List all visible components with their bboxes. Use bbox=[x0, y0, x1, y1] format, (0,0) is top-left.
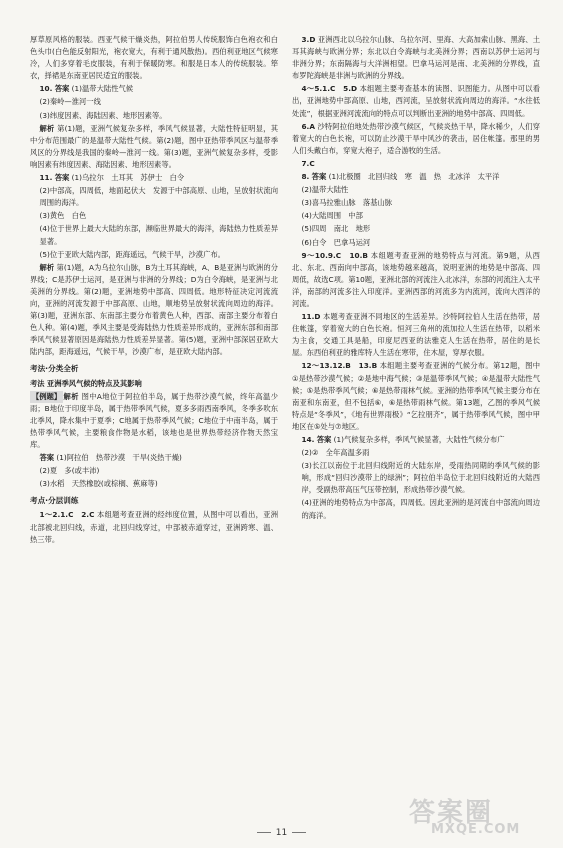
explanation-line: 海峡是非洲与欧洲的分界线。 bbox=[313, 71, 409, 81]
answer-label: 答案 bbox=[316, 435, 332, 444]
q10-answer bbox=[30, 83, 278, 95]
explanation-line: 本组题主要考查基本的读图、识图 bbox=[359, 84, 473, 94]
q1-2-explanation bbox=[30, 509, 278, 545]
explanation-line: 本组题考查亚洲的经纬度位置， bbox=[97, 510, 203, 520]
answer-line: 海陆热力性质差异显著。 bbox=[39, 224, 278, 246]
answer-text: (2)温带大陆性 bbox=[301, 185, 349, 195]
question-number: 11.D bbox=[301, 312, 321, 322]
explanation-line: 加索山脉、黑海、土耳其海峡与欧洲分界；东北以白令海峡 bbox=[292, 35, 540, 57]
question-number: 12～13.12.B 13.B bbox=[301, 361, 378, 371]
explanation-line: 色人种，西部、南部主要分布着白色人种。第(4)题，季风 bbox=[30, 311, 278, 333]
explanation-line: 能力。从图中可以看出，亚洲地势中部高原、山地，西河 bbox=[292, 84, 540, 106]
explanation-line: 季风气候特点是“冬季风”，《地有世界雨极》“乞拉朋齐”， bbox=[292, 397, 540, 419]
section-heading: 考法·分类全析 bbox=[30, 364, 79, 374]
answer-line: (4)位于世界上最大大陆的东部，濒临世界最大的海洋， bbox=[39, 224, 220, 234]
explanation-line: 于夏季；C地属于热带季风气候；C地位于中南半岛，属 bbox=[89, 415, 271, 425]
intro-line: 厚草原风格的服装。西亚气候干燥炎热，阿拉伯男人传统 bbox=[30, 35, 219, 44]
explanation-label: 解析 bbox=[39, 123, 55, 133]
explanation-label: 解析 bbox=[63, 391, 79, 401]
watermark-text: 答案圈 bbox=[409, 798, 494, 828]
explanation-line: 洋，南部的河流多注入印度洋。亚洲西部的河流多为内流河， bbox=[292, 286, 496, 296]
explanation-line: 是亚欧大陆内部。 bbox=[168, 347, 228, 357]
q3-explanation bbox=[292, 34, 540, 82]
left-column bbox=[30, 34, 278, 824]
method-heading bbox=[30, 378, 278, 390]
explanation-line: 于热带季风气候，主要粮食作物是水稻，该地也是世界热带 bbox=[30, 415, 278, 437]
explanation-line: 穿过，中部被赤道穿过，亚洲跨寒、温、热三带。 bbox=[30, 522, 278, 544]
answer-text: (6)白令 巴拿马运河 bbox=[301, 237, 371, 247]
explanation-line: 是我国的秦岭—淮河一线。第(3)题，亚洲气候复杂多样，受 bbox=[74, 147, 271, 157]
q4-5-explanation bbox=[292, 83, 540, 119]
explanation-line: 属于热带季风气候，图中甲地区在⑤处与⑦地区。 bbox=[292, 409, 540, 431]
explanation-line: 流，呈放射状流向周边的海洋。“水往低处流”，根据亚洲 bbox=[292, 96, 540, 118]
answer-text: 洋 bbox=[492, 172, 500, 182]
answer-text: (2)夏 多(或丰沛) bbox=[39, 466, 100, 476]
answer-text: (1)温带大陆性气候 bbox=[71, 84, 134, 94]
explanation-line: ⑥是热带雨林气候。亚洲的热带季风气候主要分布在南亚 bbox=[292, 385, 540, 407]
answer-text: (4)大陆周围 中部 bbox=[301, 211, 363, 221]
answer-text: (1)北极圈 北回归线 寒 温 热 北冰洋 太平 bbox=[328, 172, 493, 182]
q11-answer bbox=[30, 172, 278, 184]
right-column bbox=[292, 34, 540, 824]
q11-explanation bbox=[292, 311, 540, 359]
answer-text bbox=[30, 185, 278, 209]
explanation-line: 分布。第12题，图中①是热带沙漠气候；②是地中海气候； bbox=[292, 361, 540, 383]
explanation-line: 越高，说明亚洲的地势是中部高、四周低，故选C项。第 bbox=[292, 262, 540, 284]
answer-text: (3)水稻 天然橡胶(或棕榈、蕉麻等) bbox=[39, 479, 158, 489]
q14-answer bbox=[292, 434, 540, 446]
answer-text bbox=[30, 223, 278, 247]
explanation-line: 与大洋洲相望。巴拿马运河是南、北美洲的分界线，直布罗陀 bbox=[292, 59, 540, 81]
question-number: 3.D bbox=[301, 35, 316, 44]
question-number: 11. bbox=[39, 173, 53, 183]
explanation-line: 向周边的海洋。第(3)题，亚洲东部、东南部主要分布着黄 bbox=[30, 298, 278, 321]
explanation-line: 干旱中风沙的袭击，居住帐篷。那里的男人们头戴白布， bbox=[292, 133, 540, 155]
method-title: 亚洲季风气候的特点及其影响 bbox=[46, 378, 142, 388]
explanation-line: 本组题考查亚洲的地势特点与 bbox=[370, 250, 473, 260]
answer-line: 同期的季风气候的影响，形成“回归沙漠带上的绿洲”；阿 bbox=[301, 461, 540, 483]
answer-text: (3)纬度因素、海陆因素、地形因素等。 bbox=[39, 110, 167, 120]
answer-text bbox=[292, 460, 540, 496]
answer-label: 答案 bbox=[311, 172, 327, 182]
explanation-line: 印度尼西亚的法雅克人生活在热带，居住的是长屋。东西伯 bbox=[292, 336, 540, 358]
answer-text: (3)黄色 白色 bbox=[39, 211, 87, 221]
question-number: 4～5.1.C 5.D bbox=[301, 84, 358, 94]
explanation-line: 的分界线；D为白令海峡，是亚洲与北美洲的分界线。 bbox=[30, 274, 278, 296]
explanation-line: 从图中可以看出，亚洲北部被北回归线，赤道，北回归线 bbox=[30, 510, 278, 532]
answer-text: (1)乌拉尔 土耳其 苏伊士 白令 bbox=[71, 173, 185, 183]
explanation-line: 本组题主要考查亚洲的气候 bbox=[379, 361, 471, 371]
question-number: 10. bbox=[39, 84, 53, 94]
explanation-line: 拉伯人生活在热带，居住帐篷，穿着宽大的白色长袍。恒河三角 bbox=[292, 312, 540, 334]
answer-text: (2)② 全年高温多雨 bbox=[301, 448, 370, 458]
answer-line: (2)中部高，四周低，地面起伏大 发源于中部高原、 bbox=[39, 186, 212, 196]
answer-line: (4)亚洲的地势特点为中部高，四周低。因此亚洲的 bbox=[301, 498, 467, 508]
answer-text: (5)四周 南北 地形 bbox=[301, 224, 371, 234]
answer-label: 答案 bbox=[39, 453, 55, 463]
intro-line: 服饰白色袍衣和白色头巾(白色能反射阳光，袍衣宽大， bbox=[30, 35, 278, 57]
example-label: 【例题】 bbox=[30, 391, 63, 403]
explanation-line: 图中A地位于阿拉伯半岛，属于热带沙漠气候， bbox=[81, 391, 241, 401]
answer-text bbox=[292, 497, 540, 521]
question-number: 1～2.1.C 2.C bbox=[39, 510, 95, 520]
q7-answer: 7.C bbox=[301, 158, 315, 168]
intro-line: 衣，择裙是东南亚居民适宜的服装。 bbox=[30, 71, 147, 81]
example-answer bbox=[30, 452, 278, 464]
answer-label: 答案 bbox=[54, 84, 70, 94]
explanation-line: 和东南亚，但不包括⑥，⑥是热带雨林气候。第13题，乙图的 bbox=[307, 397, 511, 407]
answer-line: (5)位于亚欧大陆内部，距海遥远，气候干旱，沙漠 bbox=[39, 249, 204, 259]
q11-explanation bbox=[30, 262, 278, 359]
q8-answer bbox=[292, 171, 540, 183]
answer-text: (1)气候复杂多样，季风气候显著，大陆性气 bbox=[333, 435, 476, 444]
answer-line: (3)长江以南位于北回归线附近的大陆东岸，受雨热 bbox=[301, 461, 472, 471]
answer-line: 带控制，形成热带沙漠气候。 bbox=[374, 485, 470, 495]
explanation-line: 与北美洲分界；西南以苏伊士运河与非洲分界；东南隔海 bbox=[292, 47, 540, 69]
explanation-line: 第(2)题，图中亚热带季风区与温带季风区的分界线 bbox=[30, 135, 278, 157]
answer-line: 是河流自中部流向周边的海洋。 bbox=[301, 498, 540, 520]
explanation-line: B是亚洲与欧洲的分界线；C是苏伊士运河，是亚洲与非洲 bbox=[30, 262, 278, 284]
watermark-url: MXQE.COM bbox=[431, 822, 521, 837]
explanation-line: 第(1)题，A为乌拉尔山脉，B为土耳其海峡，A、 bbox=[56, 262, 215, 272]
question-number: 6.A bbox=[301, 121, 315, 131]
explanation-line: 10题，亚洲北部的河流注入北冰洋，东部的河流注入太平 bbox=[355, 274, 540, 284]
explanation-line: 河流。第9题，从西北、东北、西南向中部高，该地势越来 bbox=[292, 250, 540, 272]
explanation-line: 终年高温少雨；B地位于印度半岛，属于热带季风气 bbox=[30, 391, 278, 413]
explanation-line: 州的流加拉人生活在热带，以稻米为主食，交通工具是船， bbox=[292, 324, 540, 346]
explanation-line: 中部深居亚欧大陆内部，距海遥远，气候干旱，沙漠广布， bbox=[30, 335, 278, 357]
question-number: 14. bbox=[301, 435, 315, 444]
intro-line: 有利于通风散热)。西伯利亚地区气候寒冷，人们多穿着毛 bbox=[30, 47, 278, 69]
page-number-text: 11 bbox=[275, 828, 288, 838]
q12-13-explanation bbox=[292, 360, 540, 433]
answer-label: 答案 bbox=[54, 173, 70, 183]
explanation-line: 陆性特征明显，其中分布范围最广的是温带大陆性气候。 bbox=[30, 123, 278, 145]
answer-line: 拉伯半岛位于北回归线附近的大陆西岸，受副热带高压气压 bbox=[301, 473, 540, 495]
q10-explanation bbox=[30, 123, 278, 171]
intro-line: 皮服装，有利于保暖防寒。和服是日本人的传统服装。筚 bbox=[90, 59, 278, 69]
explanation-line: 候显著原因是海陆热力性质差异显著。第(5)题，亚洲 bbox=[52, 335, 227, 345]
explanation-line: 旱，降水稀少，人们穿着宽大的白色长袍，可以防止沙漠 bbox=[292, 121, 540, 143]
explanation-line: ③是温带季风气候；④是温带大陆性气候；⑤是热带季风气候； bbox=[292, 373, 540, 395]
q6-explanation bbox=[292, 121, 540, 157]
method-label: 考法 bbox=[30, 378, 45, 388]
explanation-line: 本题考查亚洲不同地区的生活差异。沙特阿 bbox=[322, 312, 466, 322]
explanation-line: 沙特阿拉伯地处热带沙漠气候区，气候炎热干 bbox=[317, 121, 466, 131]
explanation-line: 河流流向的特点可以判断出亚洲的地势中部高、四周低。 bbox=[346, 108, 530, 118]
example-explanation bbox=[30, 391, 278, 451]
answer-text: 候分布广 bbox=[475, 435, 505, 444]
intro-paragraph bbox=[30, 34, 278, 82]
explanation-line: 亚洲西北以乌拉尔山脉、乌拉尔河、里海、大高 bbox=[317, 35, 474, 44]
explanation-label: 解析 bbox=[39, 262, 55, 272]
explanation-line: 第(1)题，亚洲气候复杂多样，季风气候显著，大 bbox=[57, 123, 219, 133]
question-number: 8. bbox=[301, 172, 310, 182]
answer-line: 山地，呈放射状流向周围的海洋。 bbox=[39, 186, 278, 208]
watermark-logo bbox=[409, 792, 545, 840]
explanation-line: 主要是受海陆热力性质差异形成的，亚洲东部和南部季风气 bbox=[30, 323, 278, 345]
answer-text: (3)喜马拉雅山脉 落基山脉 bbox=[301, 198, 393, 208]
explanation-line: 向，亚洲的河流发源于中部高原、山地，顺地势呈放射状流 bbox=[30, 298, 226, 308]
page-number-dash bbox=[257, 832, 271, 833]
explanation-line: 影响因素有纬度因素、海陆因素、地形因素等。 bbox=[30, 147, 278, 169]
answer-text: (2)秦岭—淮河一线 bbox=[39, 97, 101, 107]
explanation-line: 流向大西洋的河流。 bbox=[292, 286, 540, 308]
question-number: 9～10.9.C 10.B bbox=[301, 250, 368, 260]
explanation-line: 候，夏多多雨西南季风，冬季多吹东北季风，降水集中 bbox=[30, 403, 278, 425]
q9-10-explanation bbox=[292, 250, 540, 310]
explanation-line: 第(2)题，亚洲地势中部高、四周低。地形特征决定河流流 bbox=[83, 286, 278, 296]
page-number-dash bbox=[292, 832, 306, 833]
explanation-line: 经济作物天然宝库。 bbox=[30, 427, 278, 449]
explanation-line: 穿宽大袍子，适合游牧的生活。 bbox=[343, 145, 446, 155]
explanation-line: 利亚的雅库特人生活在寒带，住木屋，穿厚衣服。 bbox=[328, 348, 490, 358]
answer-text bbox=[30, 249, 278, 261]
answer-text: (1)阿拉伯 热带沙漠 干旱(炎热干燥) bbox=[56, 453, 182, 463]
answer-line: 广布。 bbox=[203, 249, 225, 259]
section-heading: 考点·分层训练 bbox=[30, 496, 79, 506]
